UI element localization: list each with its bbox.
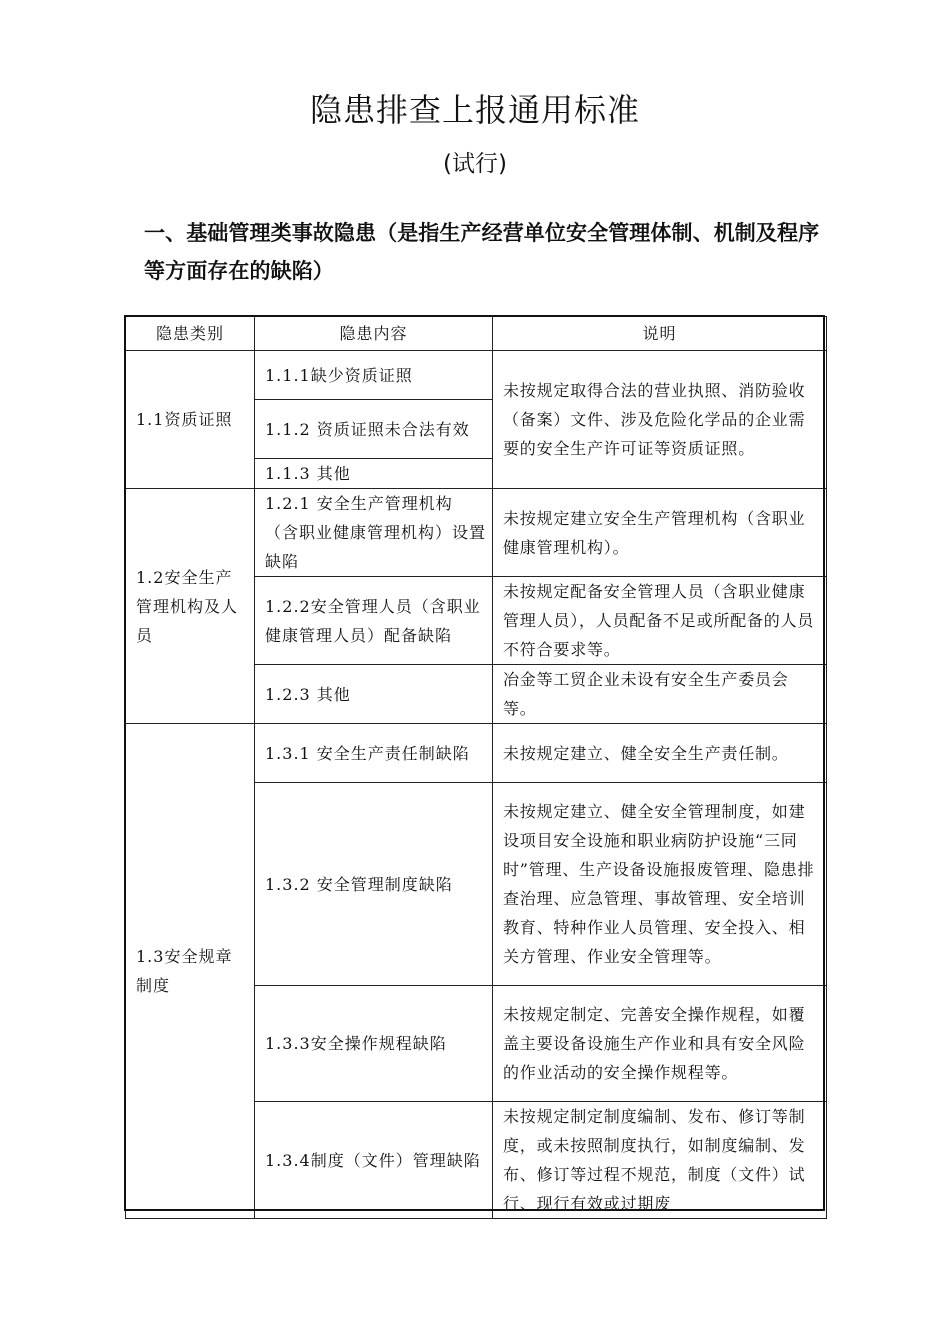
table-header-row xyxy=(126,317,827,351)
item-cell: 1.2.1 安全生产管理机构（含职业健康管理机构）设置缺陷 xyxy=(255,489,493,577)
item-cell: 1.1.3 其他 xyxy=(255,459,493,489)
item-cell: 1.3.3安全操作规程缺陷 xyxy=(255,986,493,1102)
category-cell: 1.1资质证照 xyxy=(126,351,255,489)
description-cell: 冶金等工贸企业未设有安全生产委员会等。 xyxy=(493,665,827,724)
item-cell: 1.1.1缺少资质证照 xyxy=(255,351,493,400)
category-cell: 1.3安全规章制度 xyxy=(126,724,255,1219)
item-cell: 1.2.3 其他 xyxy=(255,665,493,724)
item-cell: 1.3.1 安全生产责任制缺陷 xyxy=(255,724,493,783)
item-cell: 1.3.4制度（文件）管理缺陷 xyxy=(255,1102,493,1219)
header-category: 隐患类别 xyxy=(126,317,255,351)
table-row xyxy=(126,724,827,783)
table-header xyxy=(126,317,827,351)
description-cell: 未按规定制定、完善安全操作规程，如覆盖主要设备设施生产作业和具有安全风险的作业活动的安全操作规程等。 xyxy=(493,986,827,1102)
description-cell: 未按规定建立、健全安全管理制度，如建设项目安全设施和职业病防护设施“三同时”管理、生产设备设施报废管理、隐患排查治理、应急管理、事故管理、安全培训教育、特种作业人员管理、安全投入、相关方管理、作业安全管理等。 xyxy=(493,783,827,986)
description-cell: 未按规定配备安全管理人员（含职业健康管理人员），人员配备不足或所配备的人员不符合要求等。 xyxy=(493,577,827,665)
document-subtitle: (试行) xyxy=(443,151,507,177)
header-content: 隐患内容 xyxy=(255,317,493,351)
item-cell: 1.1.2 资质证照未合法有效 xyxy=(255,400,493,459)
description-cell: 未按规定制定制度编制、发布、修订等制度，或未按照制度执行，如制度编制、发布、修订等过程不规范，制度（文件）试行、现行有效或过期废 xyxy=(493,1102,827,1219)
category-cell: 1.2安全生产管理机构及人员 xyxy=(126,489,255,724)
hazard-standard-table xyxy=(125,316,827,1219)
description-cell: 未按规定取得合法的营业执照、消防验收（备案）文件、涉及危险化学品的企业需要的安全生产许可证等资质证照。 xyxy=(493,351,827,489)
description-cell: 未按规定建立安全生产管理机构（含职业健康管理机构）。 xyxy=(493,489,827,577)
table-row xyxy=(126,351,827,400)
table-body xyxy=(126,351,827,1219)
table-row xyxy=(126,489,827,577)
item-cell: 1.3.2 安全管理制度缺陷 xyxy=(255,783,493,986)
description-cell: 未按规定建立、健全安全生产责任制。 xyxy=(493,724,827,783)
section-heading: 一、基础管理类事故隐患（是指生产经营单位安全管理体制、机制及程序等方面存在的缺陷） xyxy=(144,221,820,283)
document-title: 隐患排查上报通用标准 xyxy=(309,91,640,129)
item-cell: 1.2.2安全管理人员（含职业健康管理人员）配备缺陷 xyxy=(255,577,493,665)
header-description: 说明 xyxy=(493,317,827,351)
